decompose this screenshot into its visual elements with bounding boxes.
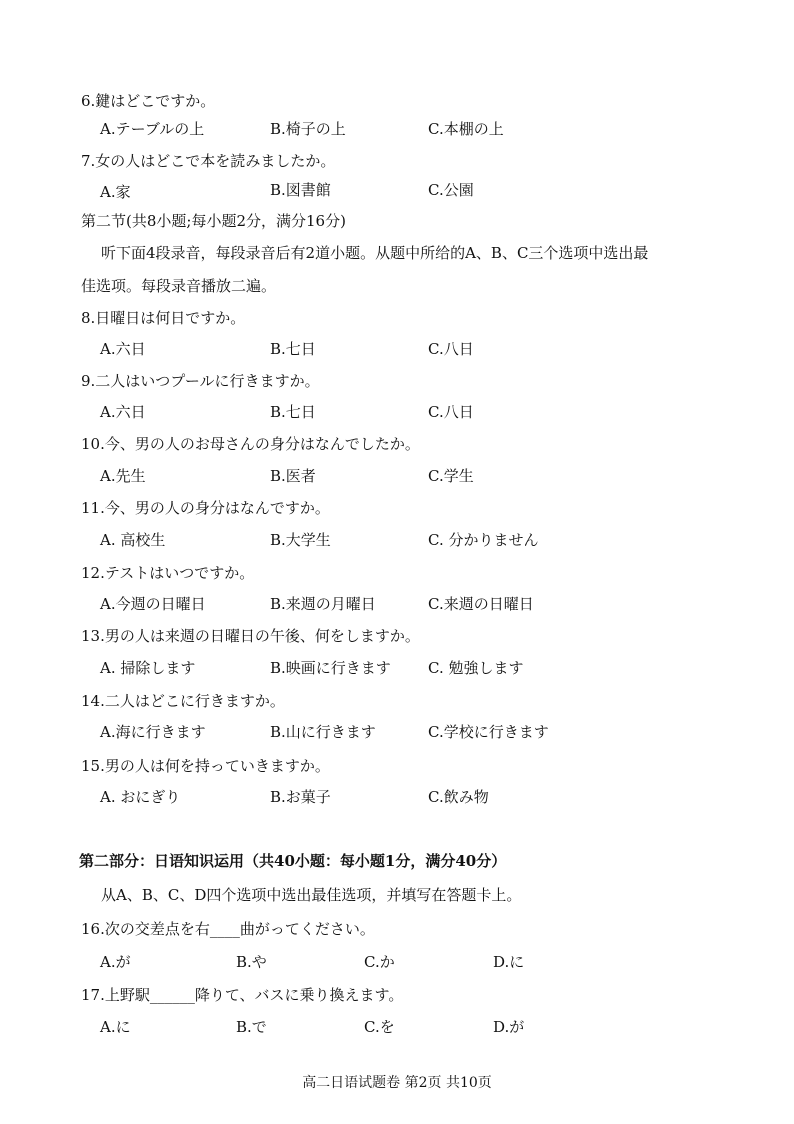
question-9-stem: 9.二人はいつプールに行きますか。: [81, 372, 320, 390]
question-8-option-a: A.六日: [100, 340, 146, 358]
question-7-option-a: A.家: [100, 183, 131, 201]
question-6-option-b: B.椅子の上: [270, 120, 346, 138]
question-15-stem: 15.男の人は何を持っていきますか。: [81, 757, 330, 775]
question-14-stem: 14.二人はどこに行きますか。: [81, 692, 285, 710]
section-instruction-cont: 佳选项。每段录音播放二遍。: [81, 277, 277, 295]
question-6-stem: 6.鍵はどこですか。: [81, 92, 216, 110]
question-6-option-a: A.テーブルの上: [100, 120, 205, 138]
question-8-option-c: C.八日: [428, 340, 474, 358]
question-16-option-b: B.や: [236, 953, 267, 971]
question-17-option-d: D.が: [493, 1018, 525, 1036]
question-11-option-a: A. 高校生: [100, 531, 166, 549]
question-15-option-c: C.飲み物: [428, 788, 489, 806]
question-12-option-b: B.来週の月曜日: [270, 595, 376, 613]
question-9-option-c: C.八日: [428, 403, 474, 421]
question-16-option-c: C.か: [364, 953, 395, 971]
question-14-option-b: B.山に行きます: [270, 723, 376, 741]
part-instruction: 从A、B、C、D四个选项中选出最佳选项，并填写在答题卡上。: [101, 886, 522, 904]
question-15-option-a: A. おにぎり: [100, 788, 181, 806]
question-16-option-d: D.に: [493, 953, 525, 971]
question-13-option-b: B.映画に行きます: [270, 659, 391, 677]
section-heading: 第二节(共8小题;每小题2分，满分16分): [81, 212, 346, 230]
question-7-option-b: B.図書館: [270, 181, 331, 199]
question-16-stem: 16.次の交差点を右____曲がってください。: [81, 920, 375, 938]
question-7-option-c: C.公園: [428, 181, 474, 199]
question-7-stem: 7.女の人はどこで本を読みましたか。: [81, 152, 336, 170]
question-8-stem: 8.日曜日は何日ですか。: [81, 309, 246, 327]
question-13-option-a: A. 掃除します: [100, 659, 196, 677]
question-12-option-c: C.来週の日曜日: [428, 595, 534, 613]
question-17-option-a: A.に: [100, 1018, 131, 1036]
question-17-option-b: B.で: [236, 1018, 267, 1036]
question-12-option-a: A.今週の日曜日: [100, 595, 206, 613]
question-16-option-a: A.が: [100, 953, 131, 971]
page-footer: 高二日语试题卷 第2页 共10页: [302, 1075, 492, 1091]
question-8-option-b: B.七日: [270, 340, 316, 358]
question-11-option-c: C. 分かりません: [428, 531, 539, 549]
question-9-option-b: B.七日: [270, 403, 316, 421]
question-6-option-c: C.本棚の上: [428, 120, 504, 138]
question-13-option-c: C. 勉強します: [428, 659, 524, 677]
question-14-option-a: A.海に行きます: [100, 723, 206, 741]
question-13-stem: 13.男の人は来週の日曜日の午後、何をしますか。: [81, 627, 420, 645]
part-heading: 第二部分：日语知识运用（共40小题：每小题1分，满分40分）: [79, 852, 507, 870]
question-17-stem: 17.上野駅______降りて、バスに乗り換えます。: [81, 986, 404, 1004]
question-9-option-a: A.六日: [100, 403, 146, 421]
question-11-option-b: B.大学生: [270, 531, 331, 549]
question-12-stem: 12.テストはいつですか。: [81, 564, 255, 582]
question-17-option-c: C.を: [364, 1018, 395, 1036]
question-10-option-a: A.先生: [100, 467, 146, 485]
question-10-option-b: B.医者: [270, 467, 316, 485]
question-11-stem: 11.今、男の人の身分はなんですか。: [81, 499, 330, 517]
question-14-option-c: C.学校に行きます: [428, 723, 549, 741]
question-10-stem: 10.今、男の人のお母さんの身分はなんでしたか。: [81, 435, 420, 453]
question-15-option-b: B.お菓子: [270, 788, 331, 806]
question-10-option-c: C.学生: [428, 467, 474, 485]
section-instruction: 听下面4段录音，每段录音后有2道小题。从题中所给的A、B、C三个选项中选出最: [101, 244, 649, 262]
